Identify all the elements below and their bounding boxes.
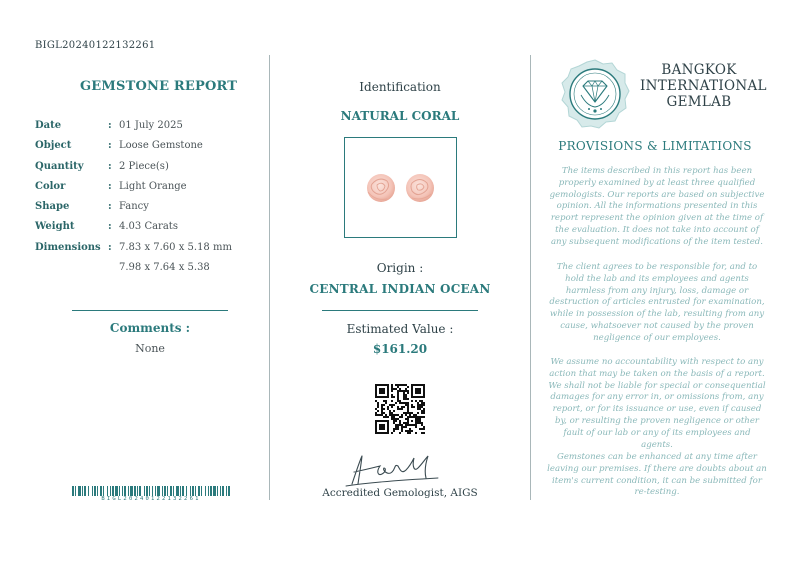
origin-value: CENTRAL INDIAN OCEAN — [309, 282, 491, 296]
field-value: 4.03 Carats — [119, 221, 178, 233]
barcode-text: BIGL20240122132261 — [101, 496, 201, 502]
gemologist-label: Accredited Gemologist, AIGS — [322, 487, 478, 499]
provisions-title: PROVISIONS & LIMITATIONS — [558, 139, 752, 153]
provision-paragraph: Gemstones can be enhanced at any time after leaving our premises. If there are doubts about an item's current condition, it can be submitted for re-testing. — [547, 452, 767, 498]
report-title: GEMSTONE REPORT — [80, 79, 238, 94]
gemstone-photo — [344, 137, 457, 238]
field-value: 7.98 x 7.64 x 5.38 — [119, 262, 210, 274]
field-label: Weight — [35, 221, 75, 233]
comments-label: Comments : — [109, 321, 191, 335]
field-separator: : — [108, 140, 112, 152]
origin-label: Origin : — [376, 261, 424, 275]
lab-name-line: BANGKOK — [661, 62, 737, 78]
estimated-value-amount: $161.20 — [372, 342, 428, 356]
identification-label: Identification — [359, 80, 441, 94]
estimated-value-label: Estimated Value : — [346, 322, 454, 336]
field-separator: : — [108, 160, 112, 172]
comments-value: None — [135, 342, 165, 355]
field-value: 7.83 x 7.60 x 5.18 mm — [119, 241, 232, 253]
coral-rose-icon — [406, 174, 434, 202]
signature-icon — [342, 448, 442, 490]
provision-paragraph: The items described in this report has been properly examined by at least three qualified gemologists. Our reports are based on subjective opinion. All the informations presented in this report represent the opinion given at the time of the evaluation. It does not take into account of any subsequent modifications of the item tested. — [549, 166, 765, 247]
field-label: Shape — [35, 201, 70, 213]
field-separator: : — [108, 120, 112, 131]
field-label: Object — [35, 140, 72, 152]
identification-value: NATURAL CORAL — [340, 109, 460, 123]
field-separator: : — [108, 241, 112, 253]
field-value: Loose Gemstone — [119, 140, 203, 152]
field-separator: : — [108, 180, 112, 192]
field-separator: : — [108, 221, 112, 233]
lab-name-line: INTERNATIONAL — [640, 78, 767, 94]
gemlab-seal-icon — [559, 58, 631, 130]
field-value: Light Orange — [119, 180, 187, 192]
coral-rose-icon — [367, 174, 395, 202]
field-label: Color — [35, 180, 66, 192]
provision-paragraph: The client agrees to be responsible for, and to hold the lab and its employees and agents harmless from any injury, loss, damage or destruction of articles entrusted for examination, while in possession of the lab, resulting from any cause, whatsoever not caused by the proven negligence of our employees. — [549, 262, 765, 343]
lab-name — [640, 62, 767, 110]
field-value: 01 July 2025 — [119, 120, 183, 131]
qr-code-icon[interactable] — [375, 384, 425, 434]
provision-paragraph: We assume no accountability with respect to any action that may be taken on the basis of a report. We shall not be liable for special or consequential damages for any error in, or omissions from, any report, or for its issuance or use, even if caused by, or resulting the proven negligence or other fault of our lab or any of its employees and agents. — [548, 357, 766, 450]
left-separator-line — [72, 310, 228, 311]
field-label: Quantity — [35, 160, 84, 172]
field-value: 2 Piece(s) — [119, 160, 169, 172]
barcode-icon — [72, 486, 230, 496]
report-number: BIGL20240122132261 — [35, 40, 156, 51]
middle-separator-line — [322, 310, 478, 311]
field-label: Dimensions — [35, 241, 101, 253]
lab-name-line: GEMLAB — [666, 94, 732, 110]
field-value: Fancy — [119, 201, 149, 213]
divider-left — [269, 55, 270, 500]
field-separator: : — [108, 201, 112, 213]
field-label: Date — [35, 120, 62, 131]
divider-right — [530, 55, 531, 500]
